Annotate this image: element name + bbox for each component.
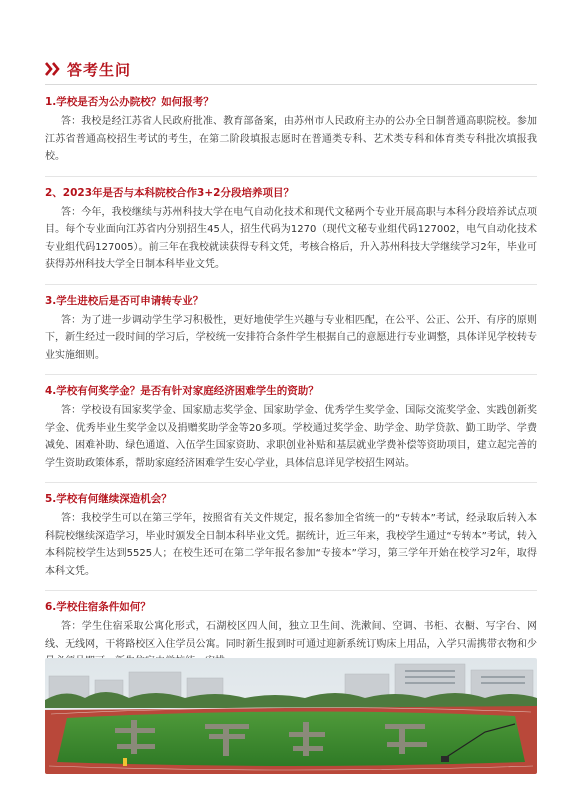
divider (45, 482, 537, 483)
question: 2、2023年是否与本科院校合作3+2分段培养项目？ (45, 186, 294, 199)
campus-photo-illustration (45, 658, 537, 774)
question: 6.学校住宿条件如何？ (45, 601, 151, 613)
qa-list (45, 94, 537, 681)
answer: 答：今年，我校继续与苏州科技大学在电气自动化技术和现代文秘两个专业开展高职与本科分段培养试点项目。每个专业面向江苏省内分别招生45人，招生代码为1270（现代文秘专业组代码127002，电气自动化技术专业组代码127005）。前三年在我校就读获得专科文凭，考核合格后，升入苏州科技大学继续学习2年，毕业可获得苏州科技大学全日制本科毕业文凭。 (45, 206, 537, 270)
qa-item (45, 383, 537, 472)
qa-item (45, 293, 537, 365)
answer: 答：为了进一步调动学生学习积极性，更好地使学生兴趣与专业相匹配，在公平、公正、公开、有序的原则下，新生经过一段时间的学习后，学校统一安排符合条件学生根据自己的意愿进行专业调整，具体详见学校转专业实施细则。 (45, 314, 537, 361)
qa-item (45, 185, 537, 274)
question: 3.学生进校后是否可申请转专业？ (45, 294, 204, 307)
answer: 答：我校学生可以在第三学年，按照省有关文件规定，报名参加全省统一的“专转本”考试，经录取后转入本科院校继续深造学习，毕业时颁发全日制本科毕业文凭。据统计，近三年来，我校学生通过“专转本”考试，转入本科院校学生达到5525人；在校生还可在第二学年报名参加“专接本”学习，第三学年开始在校学习2年，取得本科文凭。 (45, 513, 537, 577)
section-header (45, 54, 537, 85)
qa-item (45, 94, 537, 166)
answer: 答：学校设有国家奖学金、国家励志奖学金、国家助学金、优秀学生奖学金、国际交流奖学金、实践创新奖学金、优秀毕业生奖学金以及捐赠奖助学金等20多项。学校通过奖学金、助学金、助学贷款、勤工助学、学费减免、困难补助、绿色通道、入伍学生国家资助、求职创业补贴和基层就业学费补偿等资助项目，建立起完善的学生资助政策体系，帮助家庭经济困难学生安心学业，具体信息详见学校招生网站。 (45, 405, 537, 469)
question: 5.学校有何继续深造机会？ (45, 493, 172, 505)
divider (45, 590, 537, 591)
answer: 答：我校是经江苏省人民政府批准、教育部备案，由苏州市人民政府主办的公办全日制普通高职院校。参加江苏省普通高校招生考试的考生，在第二阶段填报志愿时在普通类专科、艺术类专科和体育类专科批次填报我校。 (45, 116, 537, 162)
question: 1.学校是否为公办院校？如何报考？ (45, 96, 214, 108)
campus-field-photo (45, 658, 537, 774)
page-title: 答考生问 (67, 60, 132, 79)
divider (45, 284, 537, 285)
divider (45, 374, 537, 375)
double-chevron-right-icon (45, 62, 61, 76)
qa-item (45, 491, 537, 580)
answer: 答：学生住宿采取公寓化形式，石湖校区四人间，独立卫生间、洗漱间、空调、书柜、衣橱、写字台、网线、无线网，干将路校区入住学员公寓。同时新生报到时可通过迎新系统订购床上用品，入学只需携带衣物和少 (45, 621, 537, 650)
divider (45, 176, 537, 177)
question: 4.学校有何奖学金？是否有针对家庭经济困难学生的资助？ (45, 385, 319, 397)
